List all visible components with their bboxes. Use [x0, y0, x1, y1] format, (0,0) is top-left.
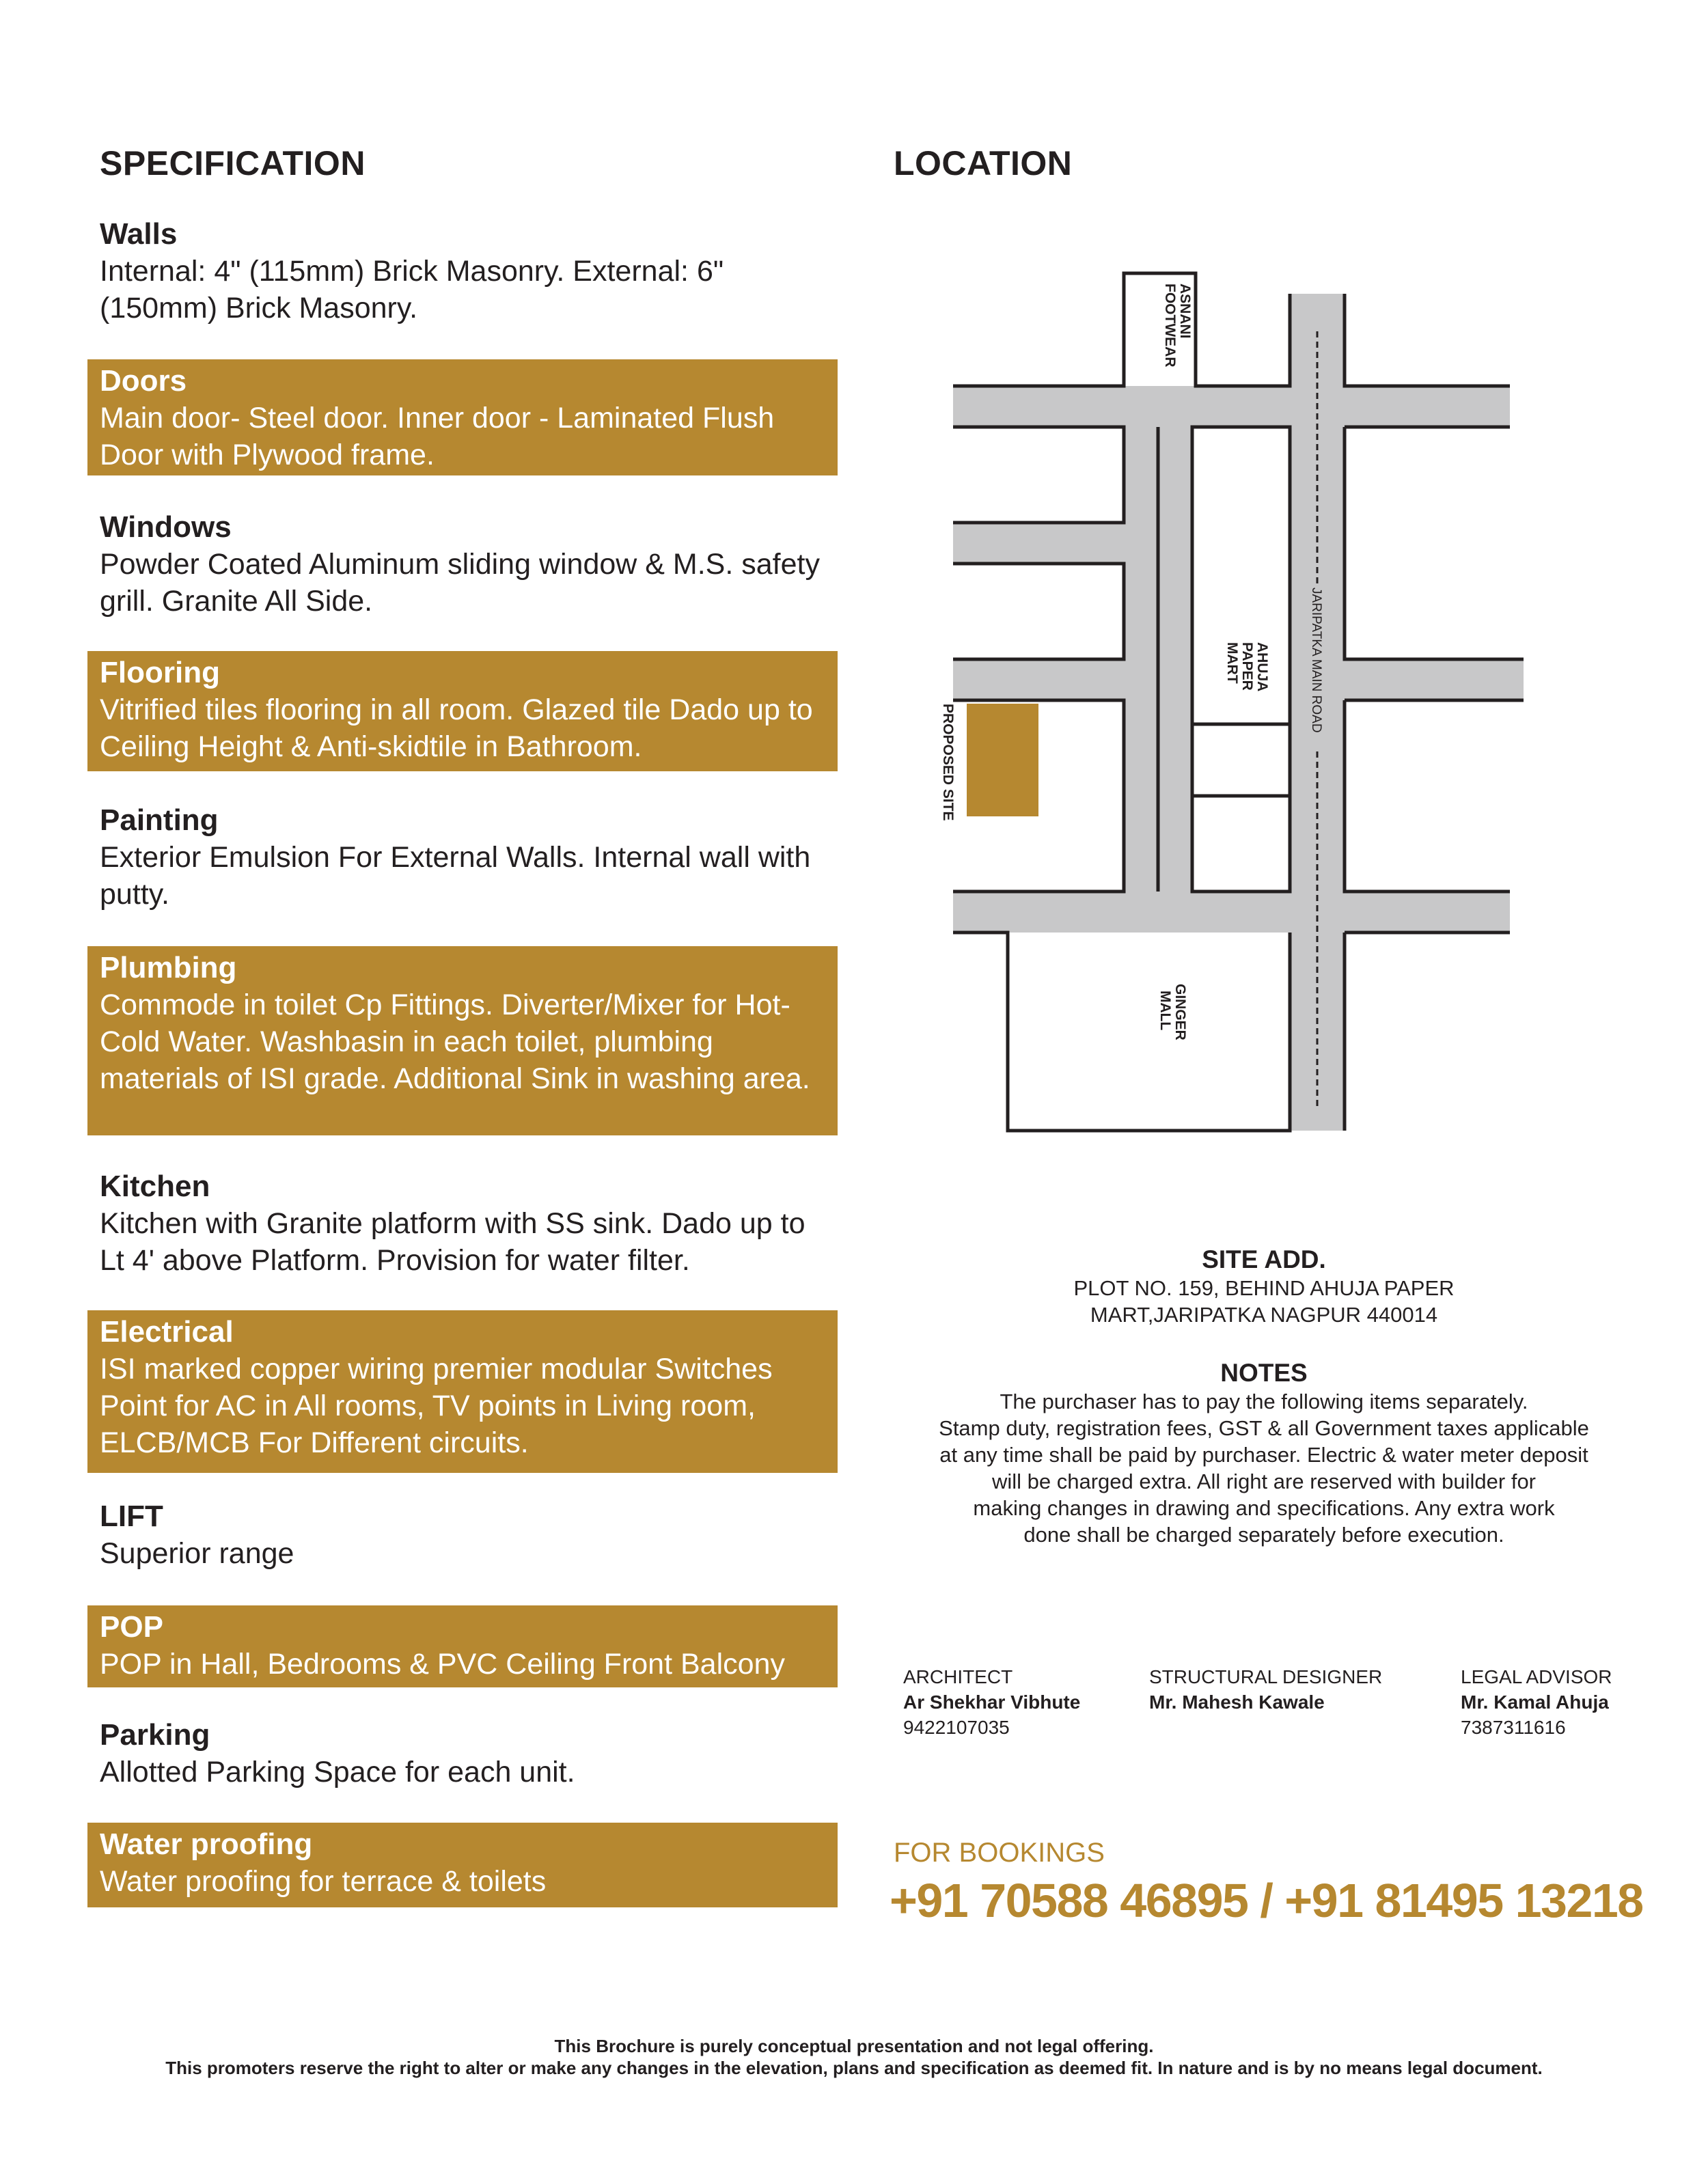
- spec-description: Internal: 4" (115mm) Brick Masonry. External: 6" (150mm) Brick Masonry.: [100, 255, 724, 324]
- spec-description: Exterior Emulsion For External Walls. Internal wall with putty.: [100, 841, 811, 911]
- notes-title: NOTES: [1220, 1359, 1308, 1387]
- spec-pop: [87, 1605, 838, 1687]
- credit-phone: 9422107035: [903, 1717, 1010, 1738]
- spec-flooring: [87, 651, 838, 771]
- spec-title: LIFT: [100, 1500, 163, 1533]
- ginger-label-2: MALL: [1157, 991, 1173, 1031]
- specification-heading: SPECIFICATION: [100, 144, 366, 182]
- proposed-site-block: [967, 704, 1038, 816]
- spec-description: Main door- Steel door. Inner door - Laminated Flush Door with Plywood frame.: [100, 402, 775, 471]
- spec-title: Parking: [100, 1718, 210, 1752]
- credit-role: STRUCTURAL DESIGNER: [1149, 1666, 1383, 1687]
- credit-name: Ar Shekhar Vibhute: [903, 1691, 1081, 1713]
- spec-title: Electrical: [100, 1315, 234, 1349]
- architect-credit: [903, 1664, 1080, 1740]
- spec-doors: [87, 359, 838, 475]
- credit-phone: 7387311616: [1461, 1717, 1566, 1738]
- spec-description: Powder Coated Aluminum sliding window & M.S. safety grill. Granite All Side.: [100, 548, 820, 618]
- footer-disclaimer-line: This Brochure is purely conceptual presentation and not legal offering.: [554, 2036, 1154, 2056]
- left-lane: [1124, 427, 1158, 892]
- spec-title: POP: [100, 1610, 163, 1644]
- site-address-line: MART,JARIPATKA NAGPUR 440014: [1090, 1303, 1438, 1327]
- location-heading: LOCATION: [894, 144, 1073, 182]
- notes-line: The purchaser has to pay the following items separately.: [1000, 1390, 1528, 1413]
- bookings-label: FOR BOOKINGS: [894, 1838, 1105, 1868]
- spec-title: Doors: [100, 364, 187, 398]
- site-address: [905, 1245, 1623, 1328]
- credit-name: Mr. Mahesh Kawale: [1149, 1691, 1325, 1713]
- structural-designer-credit: [1149, 1664, 1382, 1715]
- notes-line: done shall be charged separately before execution.: [1023, 1523, 1504, 1547]
- notes-line: Stamp duty, registration fees, GST & all Government taxes applicable: [939, 1416, 1589, 1440]
- credit-role: ARCHITECT: [903, 1666, 1013, 1687]
- cross-road-3: [953, 892, 1510, 933]
- ginger-label-1: GINGER: [1172, 984, 1188, 1040]
- spec-title: Kitchen: [100, 1170, 210, 1203]
- ahuja-label-2: PAPER: [1239, 642, 1255, 691]
- spec-windows: [87, 509, 838, 620]
- spec-electrical: [87, 1310, 838, 1473]
- spec-title: Painting: [100, 803, 219, 837]
- spec-description: POP in Hall, Bedrooms & PVC Ceiling Front Balcony: [100, 1648, 785, 1681]
- bookings-phone-numbers[interactable]: +91 70588 46895 / +91 81495 13218: [890, 1874, 1643, 1927]
- spec-title: Plumbing: [100, 951, 237, 984]
- spec-description: Commode in toilet Cp Fittings. Diverter/Mixer for Hot-Cold Water. Washbasin in each toilet, plumbing materials of ISI grade. Additional Sink in washing area.: [100, 989, 810, 1095]
- spec-title: Water proofing: [100, 1827, 313, 1861]
- notes-line: making changes in drawing and specifications. Any extra work: [973, 1496, 1555, 1520]
- spec-plumbing: [87, 946, 838, 1135]
- spec-title: Flooring: [100, 656, 220, 689]
- lane-fill: [1158, 427, 1192, 892]
- spec-parking: [87, 1717, 838, 1791]
- spec-title: Windows: [100, 510, 232, 544]
- spec-description: Kitchen with Granite platform with SS sink. Dado up to Lt 4' above Platform. Provision for water filter.: [100, 1207, 805, 1277]
- legal-advisor-credit: [1461, 1664, 1612, 1740]
- spec-description: Water proofing for terrace & toilets: [100, 1865, 547, 1898]
- spec-description: ISI marked copper wiring premier modular Switches Point for AC in All rooms, TV points in Living room, ELCB/MCB For Different circuits.: [100, 1353, 773, 1459]
- spec-kitchen: [87, 1168, 838, 1279]
- cross-road-1: [953, 386, 1510, 427]
- spec-painting: [87, 802, 838, 913]
- spec-description: Vitrified tiles flooring in all room. Glazed tile Dado up to Ceiling Height & Anti-skidtile in Bathroom.: [100, 693, 813, 763]
- spec-lift: [87, 1498, 838, 1572]
- notes-line: will be charged extra. All right are reserved with builder for: [991, 1469, 1537, 1493]
- spec-description: Allotted Parking Space for each unit.: [100, 1756, 575, 1789]
- proposed-site-label: PROPOSED SITE: [940, 704, 956, 821]
- site-address-title: SITE ADD.: [1202, 1245, 1326, 1273]
- spec-title: Walls: [100, 217, 178, 251]
- notes-line: at any time shall be paid by purchaser. Electric & water meter deposit: [939, 1443, 1588, 1467]
- location-map: [940, 260, 1541, 1148]
- credit-role: LEGAL ADVISOR: [1461, 1666, 1612, 1687]
- notes: [905, 1358, 1623, 1548]
- ahuja-label-3: MART: [1224, 642, 1240, 684]
- spec-description: Superior range: [100, 1537, 294, 1570]
- main-road-label: JARIPATKA MAIN ROAD: [1309, 588, 1323, 733]
- site-address-line: PLOT NO. 159, BEHIND AHUJA PAPER: [1073, 1276, 1455, 1300]
- ahuja-label-1: AHUJA: [1254, 642, 1270, 692]
- credit-name: Mr. Kamal Ahuja: [1461, 1691, 1609, 1713]
- spec-water-proofing: [87, 1823, 838, 1907]
- asnani-label-1: ASNANI: [1177, 284, 1193, 339]
- asnani-label-2: FOOTWEAR: [1162, 284, 1178, 368]
- spec-walls: [87, 216, 838, 327]
- footer-disclaimer-line: This promoters reserve the right to alter or make any changes in the elevation, plans and specification as deemed fit. In nature and is by no means legal document.: [165, 2058, 1543, 2078]
